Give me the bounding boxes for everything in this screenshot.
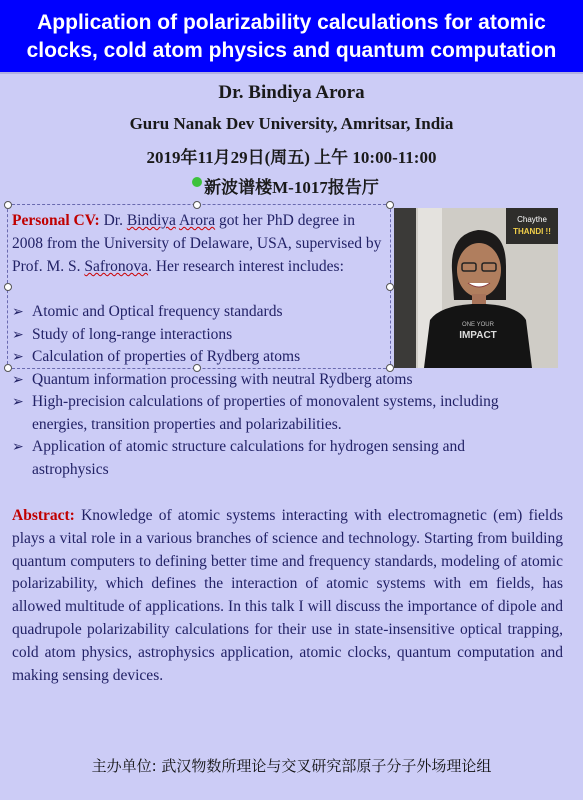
organizer-line: 主办单位: 武汉物数所理论与交叉研究部原子分子外场理论组 bbox=[91, 757, 492, 775]
cv-name-2: Arora bbox=[178, 212, 216, 229]
cv-text-d: . Her research interest includes: bbox=[148, 258, 344, 275]
research-interest-list bbox=[12, 301, 532, 481]
resize-handle-bl[interactable] bbox=[4, 364, 12, 372]
list-item bbox=[12, 436, 532, 481]
cv-text-c: got her PhD degree in 2008 from the University of Delaware, USA, supervised by Prof. M. S. bbox=[12, 212, 382, 275]
arrow-right-icon: ➢ bbox=[12, 326, 24, 343]
resize-handle-tr[interactable] bbox=[386, 201, 394, 209]
speaker-name: Dr. Bindiya Arora bbox=[218, 82, 365, 103]
resize-handle-tm[interactable] bbox=[193, 201, 201, 209]
cv-name-1: Bindiya bbox=[126, 212, 176, 229]
sign-text-1: Chaythe bbox=[517, 215, 547, 224]
resize-handle-ml[interactable] bbox=[4, 283, 12, 291]
title-line-1: Application of polarizability calculations for atomic bbox=[37, 11, 546, 34]
list-item bbox=[12, 301, 532, 324]
rotation-handle[interactable] bbox=[192, 177, 202, 187]
list-item-text: High-precision calculations of properties of monovalent systems, including energies, transition properties and polarizabilities. bbox=[32, 393, 499, 433]
title-line-2: clocks, cold atom physics and quantum computation bbox=[26, 39, 557, 62]
cv-text-a: Dr. bbox=[99, 212, 127, 229]
abstract-paragraph bbox=[12, 505, 563, 687]
list-item-text: Quantum information processing with neutral Rydberg atoms bbox=[32, 370, 413, 388]
list-item-text: Application of atomic structure calculations for hydrogen sensing and astrophysics bbox=[32, 438, 466, 478]
list-item-text: Atomic and Optical frequency standards bbox=[32, 303, 283, 320]
shirt-text-2: IMPACT bbox=[459, 330, 497, 341]
list-item bbox=[12, 391, 532, 436]
list-item-text: Study of long-range interactions bbox=[32, 325, 233, 343]
list-item bbox=[12, 346, 532, 369]
abstract-label: Abstract: bbox=[12, 507, 75, 524]
list-item bbox=[12, 369, 532, 392]
speaker-affiliation: Guru Nanak Dev University, Amritsar, India bbox=[129, 114, 454, 133]
arrow-right-icon: ➢ bbox=[12, 304, 24, 320]
abstract-text: Knowledge of atomic systems interacting with electromagnetic (em) fields plays a vital role in a various branches of science and technology. Starting from building quantum computers to defining better time and frequency standards, modeling of atomic polarizability, which defines the interaction of atomic systems with em fields, has allowed multitude of applications. In this talk I will discuss the importance of dipole and quadrupole polarizability calculations for their use in state-insensitive optical trapping, cold atom physics, astrophysics application, atomic clocks, quantum computation and making sensing devices. bbox=[12, 507, 563, 684]
arrow-right-icon: ➢ bbox=[12, 371, 24, 388]
arrow-right-icon: ➢ bbox=[12, 394, 24, 410]
cv-paragraph bbox=[12, 209, 382, 278]
arrow-right-icon: ➢ bbox=[12, 439, 24, 455]
poster-title bbox=[0, 0, 583, 74]
resize-handle-tl[interactable] bbox=[4, 201, 12, 209]
talk-venue: 新波谱楼M-1017报告厅 bbox=[204, 178, 379, 197]
resize-handle-mr[interactable] bbox=[386, 283, 394, 291]
shirt-text-1: ONE YOUR bbox=[462, 322, 494, 328]
sign-text-2: THANDI !! bbox=[513, 227, 551, 236]
arrow-right-icon: ➢ bbox=[12, 349, 24, 365]
cv-label: Personal CV: bbox=[12, 212, 100, 229]
list-item bbox=[12, 324, 532, 347]
cv-name-3: Safronova bbox=[84, 258, 149, 275]
talk-datetime: 2019年11月29日(周五) 上午 10:00-11:00 bbox=[146, 148, 437, 167]
list-item-text: Calculation of properties of Rydberg atoms bbox=[32, 348, 301, 365]
